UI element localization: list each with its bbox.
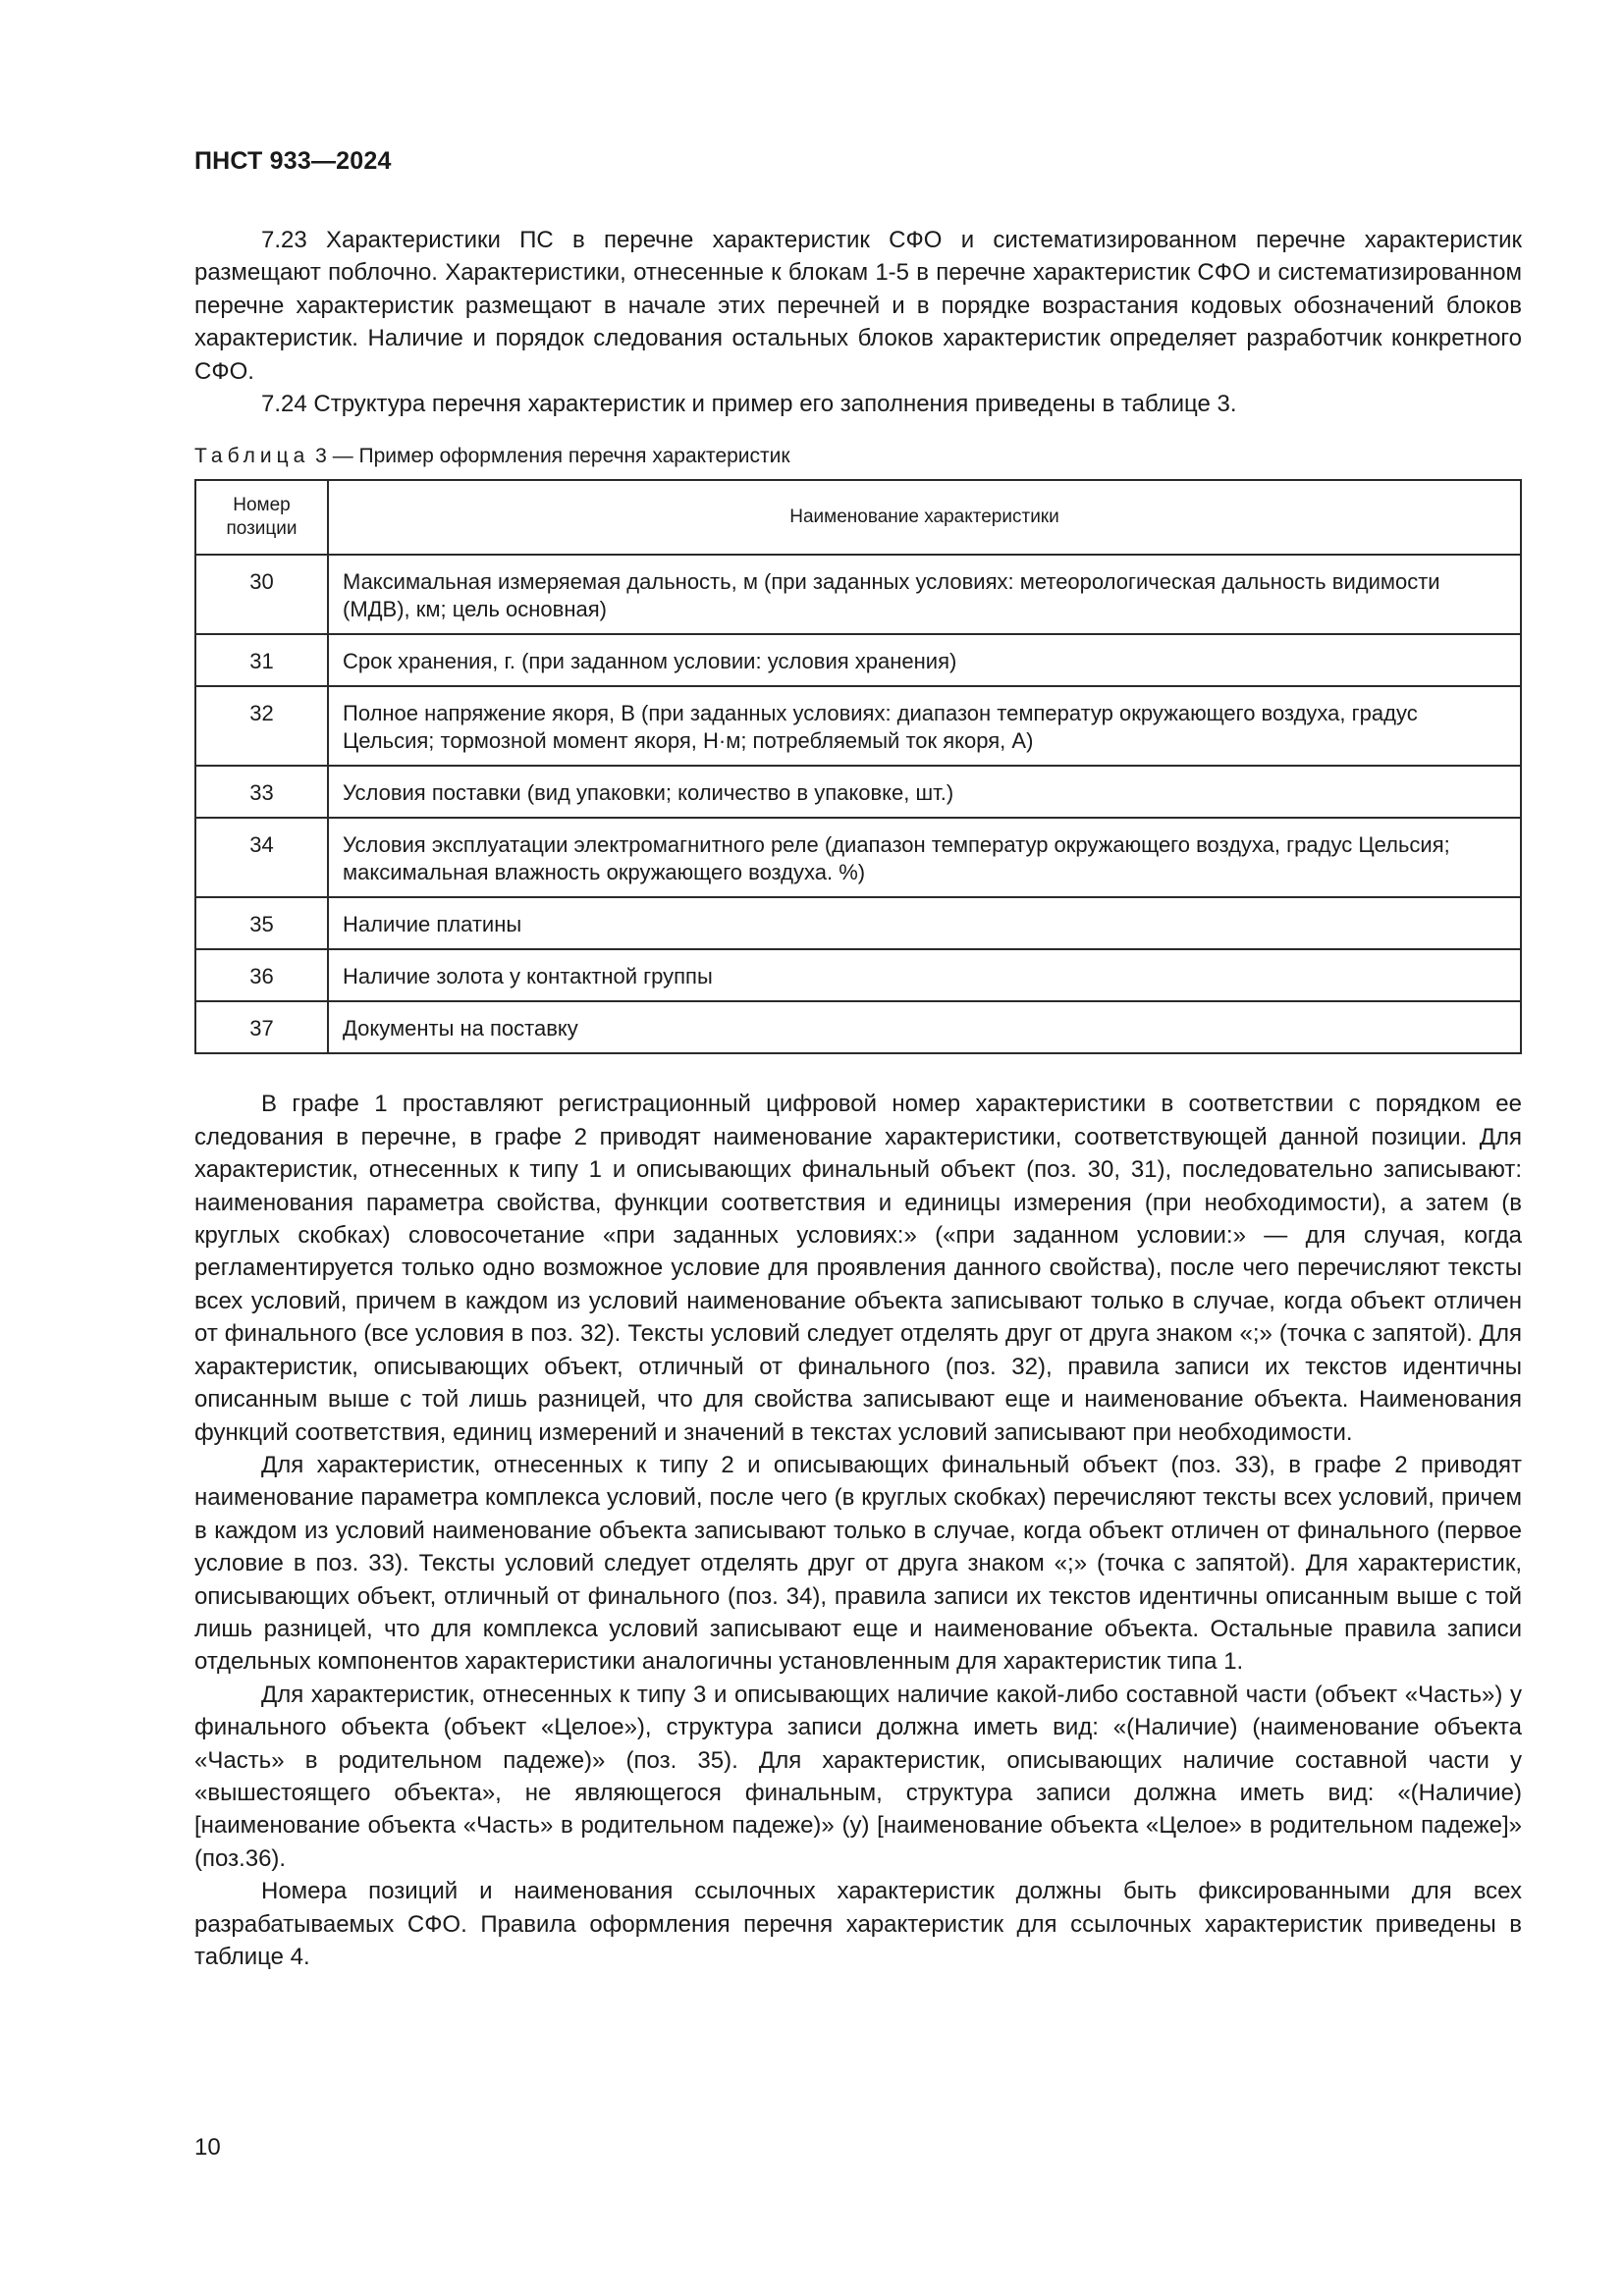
paragraph-column-rules: В графе 1 проставляют регистрационный цифровой номер характеристики в соответствии с порядком ее следования в перечне, в графе 2 приводят наименование характеристики, соответствующей данной позиции. Для характеристик, отнесенных к типу 1 и описывающих финальный объект (поз. 30, 31), последовательно записывают: наименования параметра свойства, функции соответствия и единицы измерения (при необходимости), а затем (в круглых скобках) словосочетание «при заданных условиях:» («при заданном условии:» — для случая, когда регламентируется только одно возможное условие для проявления данного свойства), после чего перечисляют тексты всех условий, причем в каждом из условий наименование объекта записывают только в случае, когда объект отличен от финального (все условия в поз. 32). Тексты условий следует отделять друг от друга знаком «;» (точка с запятой). Для характеристик, описывающих объект, отличный от финального (поз. 32), правила записи их текстов идентичны описанным выше с той лишь разницей, что для свойства записывают еще и наименование объекта. Наименования функций соответствия, единиц измерений и значений в текстах условий записывают при необходимости. bbox=[194, 1091, 1522, 1446]
row-characteristic: Условия поставки (вид упаковки; количество в упаковке, шт.) bbox=[328, 766, 1521, 818]
table-row bbox=[195, 1001, 1521, 1053]
explanation-section bbox=[194, 1088, 1522, 1973]
row-number: 30 bbox=[195, 555, 328, 634]
table-caption-label: Таблица bbox=[194, 445, 310, 468]
table-row bbox=[195, 818, 1521, 897]
table-row bbox=[195, 555, 1521, 634]
table-caption-text: 3 — Пример оформления перечня характеристик bbox=[309, 445, 790, 468]
row-characteristic: Срок хранения, г. (при заданном условии: условия хранения) bbox=[328, 634, 1521, 686]
header-position-number: Номер позиции bbox=[195, 480, 328, 555]
row-number: 33 bbox=[195, 766, 328, 818]
table-row bbox=[195, 949, 1521, 1001]
paragraph-7-24: 7.24 Структура перечня характеристик и пример его заполнения приведены в таблице 3. bbox=[261, 391, 1237, 418]
row-number: 35 bbox=[195, 897, 328, 949]
table-caption bbox=[194, 443, 1522, 470]
row-number: 31 bbox=[195, 634, 328, 686]
row-characteristic: Полное напряжение якоря, В (при заданных условиях: диапазон температур окружающего воздуха, градус Цельсия; тормозной момент якоря, Н·м; потребляемый ток якоря, А) bbox=[328, 686, 1521, 766]
table-row bbox=[195, 686, 1521, 766]
header-characteristic-name: Наименование характеристики bbox=[328, 480, 1521, 555]
page-number: 10 bbox=[194, 2134, 221, 2161]
table-row bbox=[195, 897, 1521, 949]
row-characteristic: Наличие золота у контактной группы bbox=[328, 949, 1521, 1001]
row-characteristic: Максимальная измеряемая дальность, м (при заданных условиях: метеорологическая дальность видимости (МДВ), км; цель основная) bbox=[328, 555, 1521, 634]
row-number: 32 bbox=[195, 686, 328, 766]
row-characteristic: Наличие платины bbox=[328, 897, 1521, 949]
row-number: 36 bbox=[195, 949, 328, 1001]
paragraph-7-23: 7.23 Характеристики ПС в перечне характеристик СФО и систематизированном перечне характеристик размещают поблочно. Характеристики, отнесенные к блокам 1-5 в перечне характеристик СФО и систематизированном перечне характеристик размещают в начале этих перечней и в порядке возрастания кодовых обозначений блоков характеристик. Наличие и порядок следования остальных блоков характеристик определяет разработчик конкретного СФО. bbox=[194, 227, 1522, 385]
row-characteristic: Условия эксплуатации электромагнитного реле (диапазон температур окружающего воздуха, градус Цельсия; максимальная влажность окружающего воздуха. %) bbox=[328, 818, 1521, 897]
row-number: 34 bbox=[195, 818, 328, 897]
row-number: 37 bbox=[195, 1001, 328, 1053]
characteristics-table bbox=[194, 479, 1522, 1054]
table-row bbox=[195, 634, 1521, 686]
table-row bbox=[195, 766, 1521, 818]
row-characteristic: Документы на поставку bbox=[328, 1001, 1521, 1053]
paragraph-reference-characteristics: Номера позиций и наименования ссылочных характеристик должны быть фиксированными для всех разрабатываемых СФО. Правила оформления перечня характеристик для ссылочных характеристик приведены в таблице 4. bbox=[194, 1878, 1522, 1970]
page-content bbox=[194, 224, 1522, 1973]
paragraph-type-2-rules: Для характеристик, отнесенных к типу 2 и описывающих финальный объект (поз. 33), в графе 2 приводят наименование параметра комплекса условий, после чего (в круглых скобках) перечисляют тексты всех условий, причем в каждом из условий наименование объекта записывают только в случае, когда объект отличен от финального (первое условие в поз. 33). Тексты условий следует отделять друг от друга знаком «;» (точка с запятой). Для характеристик, описывающих объект, отличный от финального (поз. 34), правила записи их текстов идентичны описанным выше с той лишь разницей, что для комплекса условий записывают еще и наименование объекта. Остальные правила записи отдельных компонентов характеристики аналогичны установленным для характеристик типа 1. bbox=[194, 1451, 1522, 1676]
table-header-row bbox=[195, 480, 1521, 555]
document-code: ПНСТ 933—2024 bbox=[194, 147, 392, 175]
paragraph-type-3-rules: Для характеристик, отнесенных к типу 3 и описывающих наличие какой-либо составной части (объект «Часть») у финального объекта (объект «Целое»), структура записи должна иметь вид: «(Наличие) (наименование объекта «Часть» в родительном падеже)» (поз. 35). Для характеристик, описывающих наличие составной части у «вышестоящего объекта», не являющегося финальным, структура записи должна иметь вид: «(Наличие) [наименование объекта «Часть» в родительном падеже)» (у) [наименование объекта «Целое» в родительном падеже]» (поз.36). bbox=[194, 1681, 1522, 1872]
